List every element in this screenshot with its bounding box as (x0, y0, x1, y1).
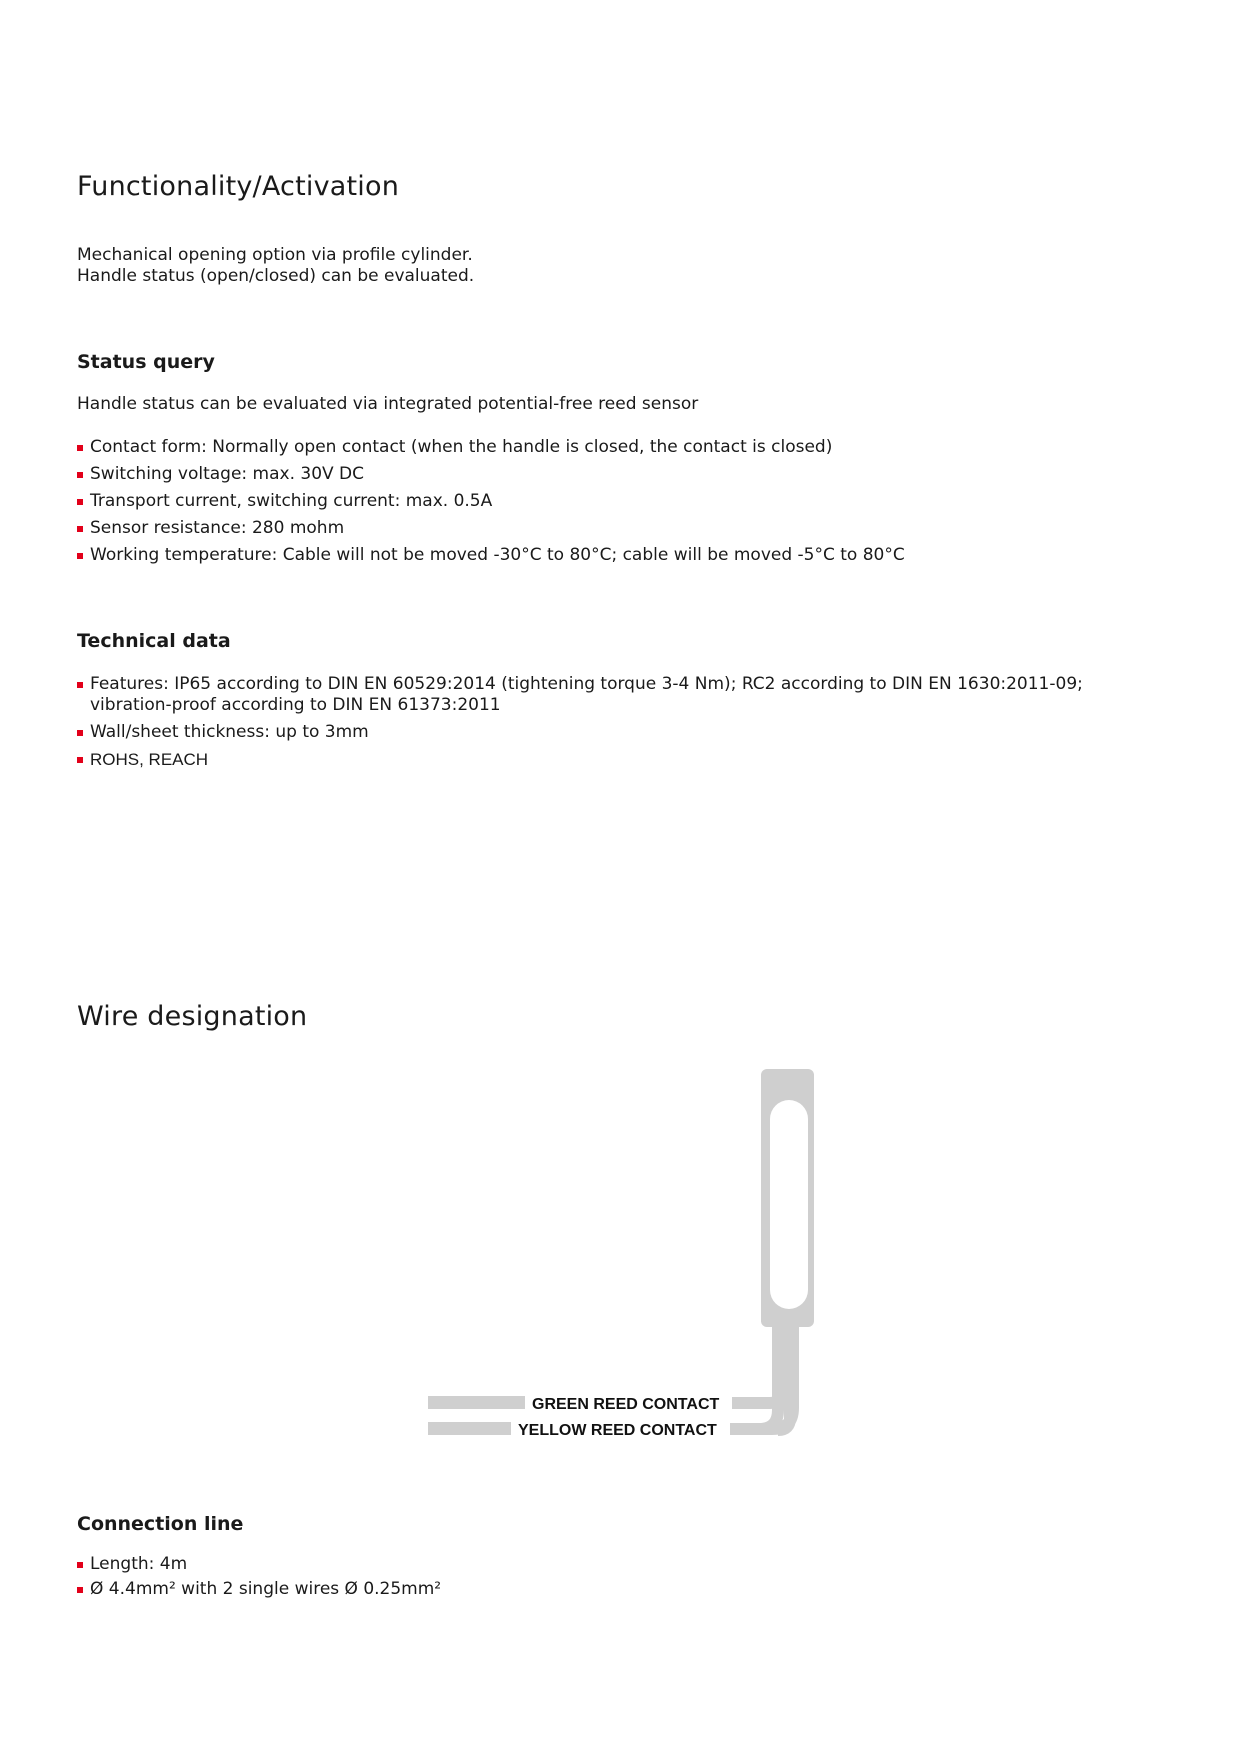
connection-line-title: Connection line (77, 1513, 244, 1535)
functionality-title: Functionality/Activation (77, 171, 400, 202)
list-item: Length: 4m (77, 1554, 877, 1575)
list-item: Working temperature: Cable will not be moved -30°C to 80°C; cable will be moved -5°C to 80°C (77, 545, 1177, 566)
list-item: ROHS, REACH (77, 749, 1167, 770)
cable-outer (730, 1327, 778, 1429)
green-wire (428, 1396, 525, 1409)
list-item: Sensor resistance: 280 mohm (77, 518, 1177, 539)
list-item: Ø 4.4mm² with 2 single wires Ø 0.25mm² (77, 1579, 877, 1600)
wire-designation-title: Wire designation (77, 1001, 308, 1032)
sensor-slot (770, 1100, 808, 1309)
list-item: Transport current, switching current: max. 0.5A (77, 491, 1177, 512)
yellow-wire-label: YELLOW REED CONTACT (518, 1422, 717, 1439)
technical-data-title: Technical data (77, 630, 231, 652)
yellow-wire (428, 1422, 511, 1435)
status-query-title: Status query (77, 351, 215, 373)
connection-line-list (77, 1554, 877, 1606)
functionality-line: Handle status (open/closed) can be evaluated. (77, 266, 475, 286)
functionality-line: Mechanical opening option via profile cylinder. (77, 245, 473, 265)
list-item: Contact form: Normally open contact (when the handle is closed, the contact is closed) (77, 437, 1177, 458)
list-item: Features: IP65 according to DIN EN 60529:2014 (tightening torque 3-4 Nm); RC2 according to DIN EN 1630:2011-09; vibration-proof according to DIN EN 61373:2011 (77, 674, 1167, 716)
list-item: Switching voltage: max. 30V DC (77, 464, 1177, 485)
list-item: Wall/sheet thickness: up to 3mm (77, 722, 1167, 743)
status-query-intro: Handle status can be evaluated via integrated potential-free reed sensor (77, 394, 699, 414)
green-wire-label: GREEN REED CONTACT (532, 1396, 720, 1413)
